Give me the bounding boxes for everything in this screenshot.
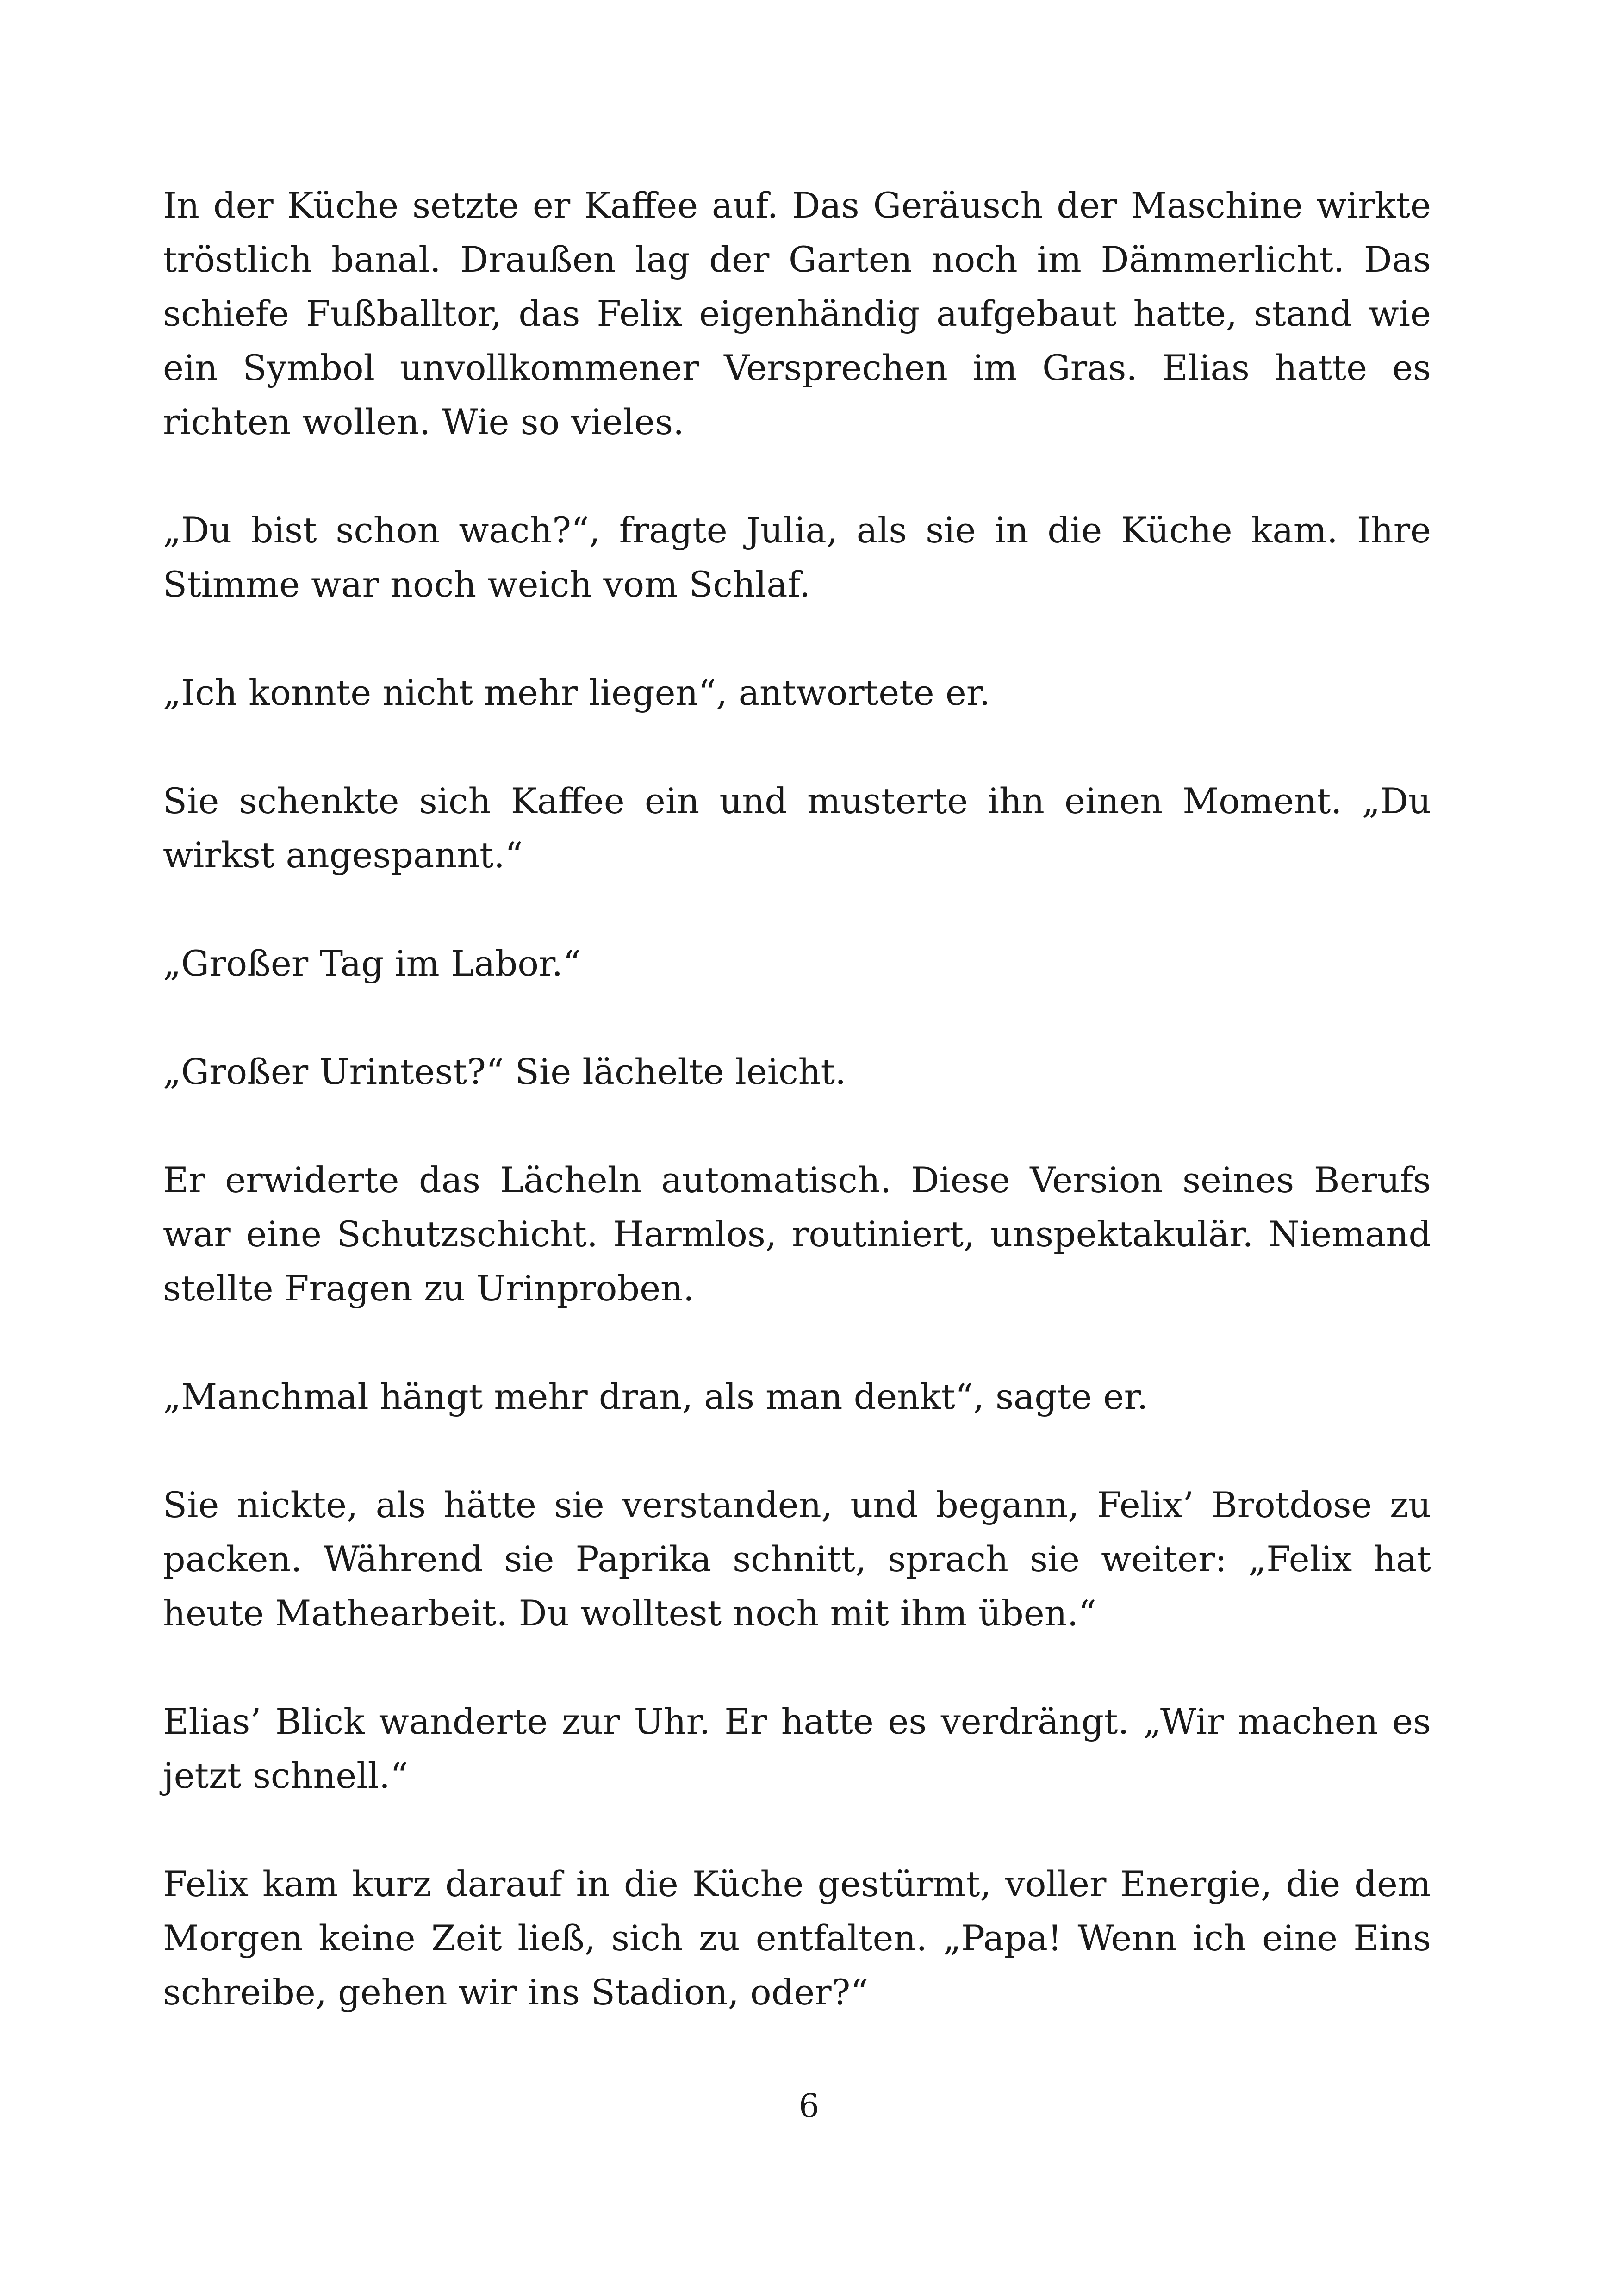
page-body xyxy=(163,178,1431,2073)
paragraph: Felix kam kurz darauf in die Küche gestürmt, voller Energie, die dem Morgen keine Zeit ließ, sich zu entfalten. „Papa! Wenn ich eine Eins schreibe, gehen wir ins Stadion, oder?“ xyxy=(163,1863,1431,2013)
page-number: 6 xyxy=(798,2087,820,2125)
paragraph: In der Küche setzte er Kaffee auf. Das Geräusch der Maschine wirkte tröstlich banal. Draußen lag der Garten noch im Dämmerlicht. Das schiefe Fußballtor, das Felix eigenhändig aufgebaut hatte, stand wie ein Symbol unvollkommener Versprechen im Gras. Elias hatte es richten wollen. Wie so vieles. xyxy=(163,185,1431,442)
paragraph: „Du bist schon wach?“, fragte Julia, als sie in die Küche kam. Ihre Stimme war noch weich vom Schlaf. xyxy=(163,510,1431,605)
paragraph: „Großer Urintest?“ Sie lächelte leicht. xyxy=(163,1051,846,1092)
paragraph: „Großer Tag im Labor.“ xyxy=(163,943,581,984)
paragraph: Er erwiderte das Lächeln automatisch. Diese Version seines Berufs war eine Schutzschicht. Harmlos, routiniert, unspektakulär. Niemand stellte Fragen zu Urinproben. xyxy=(163,1159,1431,1309)
paragraph: „Manchmal hängt mehr dran, als man denkt“, sagte er. xyxy=(163,1376,1148,1417)
paragraph: Elias’ Blick wanderte zur Uhr. Er hatte es verdrängt. „Wir machen es jetzt schnell.“ xyxy=(163,1701,1431,1796)
paragraph: Sie nickte, als hätte sie verstanden, und begann, Felix’ Brotdose zu packen. Während sie Paprika schnitt, sprach sie weiter: „Felix hat heute Mathearbeit. Du wolltest noch mit ihm üben.“ xyxy=(163,1484,1431,1634)
paragraph: „Ich konnte nicht mehr liegen“, antwortete er. xyxy=(163,672,990,713)
paragraph: Sie schenkte sich Kaffee ein und musterte ihn einen Moment. „Du wirkst angespannt.“ xyxy=(163,780,1431,876)
